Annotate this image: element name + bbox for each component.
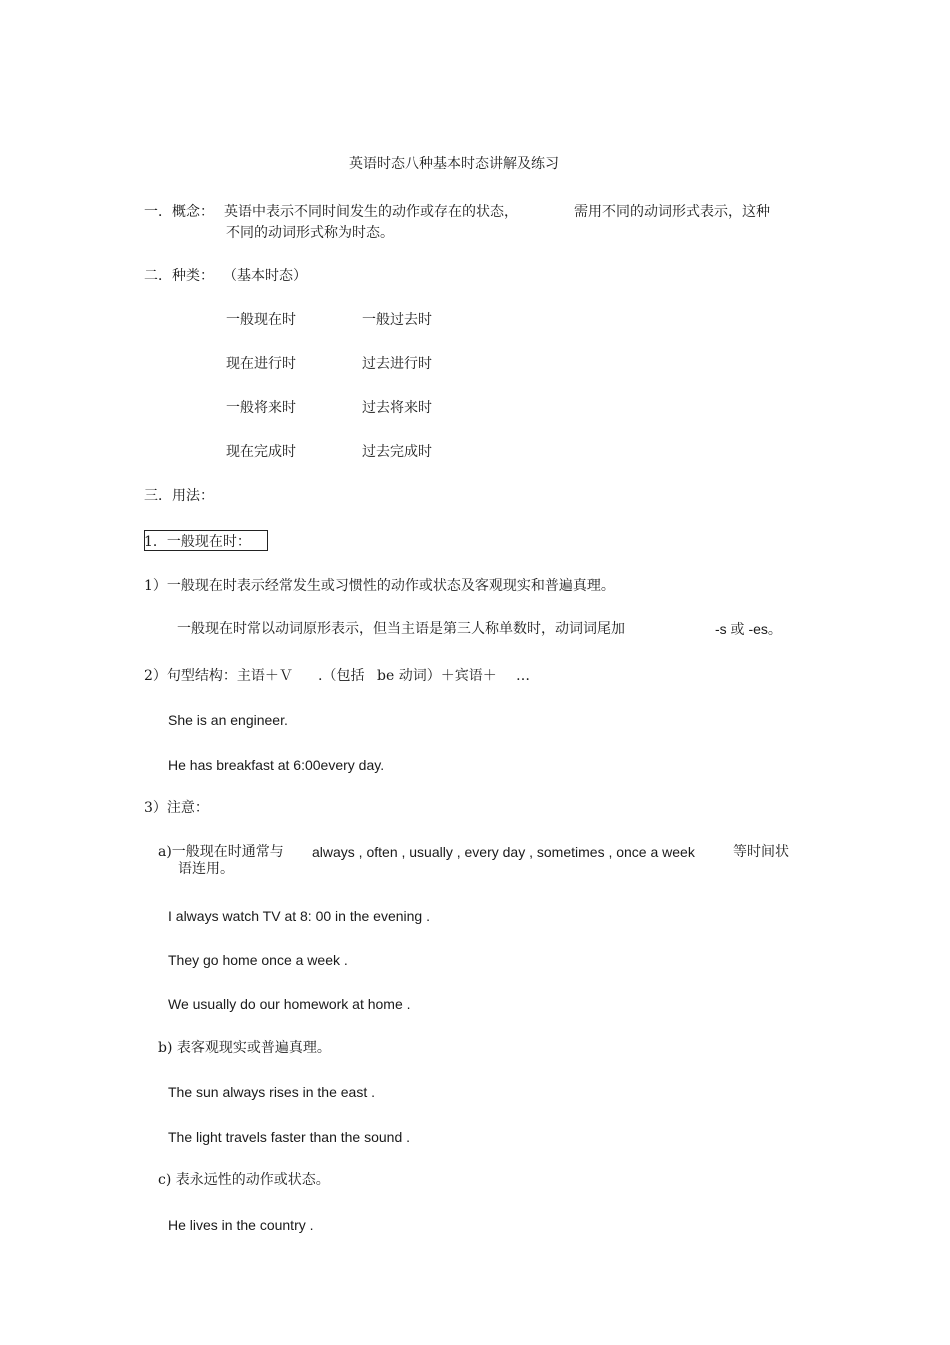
section-1-text-b: 需用不同的动词形式表示，这种	[574, 204, 770, 220]
usage-point-2-b: .（包括	[318, 668, 365, 684]
tense-past-simple: 一般过去时	[362, 312, 432, 328]
example-sentence-1: She is an engineer.	[168, 712, 288, 728]
usage-point-3: 3）注意：	[144, 800, 209, 816]
tense-future-simple: 一般将来时	[226, 400, 296, 416]
section-1-label: 一．概念：	[144, 204, 214, 220]
note-a-tail-2: 语连用。	[178, 861, 234, 877]
section-1-text-a: 英语中表示不同时间发生的动作或存在的状态，	[224, 204, 518, 220]
usage-point-1-form-b: -s 或 -es。	[715, 621, 782, 637]
tense-present-simple: 一般现在时	[226, 312, 296, 328]
example-sentence-7: The light travels faster than the sound .	[168, 1129, 411, 1145]
example-sentence-4: They go home once a week .	[168, 952, 348, 968]
tense-past-continuous: 过去进行时	[362, 356, 432, 372]
usage-point-2-a: 2）句型结构：主语＋Ｖ	[144, 668, 293, 684]
note-c: c) 表永远性的动作或状态。	[158, 1172, 330, 1188]
usage-point-2-c: be 动词）＋宾语＋	[377, 668, 497, 684]
document-title: 英语时态八种基本时态讲解及练习	[349, 156, 559, 172]
section-2-label: 二．种类：	[144, 268, 214, 284]
note-a-adverbs: always , often , usually , every day , sometimes , once a week	[312, 844, 695, 860]
usage-point-2-d: …	[516, 668, 530, 684]
note-b: b) 表客观现实或普遍真理。	[158, 1040, 331, 1056]
example-sentence-5: We usually do our homework at home .	[168, 996, 411, 1012]
usage-point-1-form-a: 一般现在时常以动词原形表示，但当主语是第三人称单数时，动词词尾加	[177, 621, 625, 637]
section-2-note: （基本时态）	[223, 268, 307, 284]
note-a-tail: 等时间状	[733, 844, 789, 860]
usage-point-1: 1）一般现在时表示经常发生或习惯性的动作或状态及客观现实和普遍真理。	[144, 578, 615, 594]
example-sentence-2: He has breakfast at 6:00every day.	[168, 757, 385, 773]
tense-present-continuous: 现在进行时	[226, 356, 296, 372]
section-3-label: 三．用法：	[144, 488, 214, 504]
example-sentence-3: I always watch TV at 8: 00 in the evening .	[168, 908, 431, 924]
example-sentence-6: The sun always rises in the east .	[168, 1084, 375, 1100]
tense-past-perfect: 过去完成时	[362, 444, 432, 460]
example-sentence-8: He lives in the country .	[168, 1217, 314, 1233]
section-1-text-c: 不同的动词形式称为时态。	[226, 225, 394, 241]
tense-future-in-past: 过去将来时	[362, 400, 432, 416]
tense-present-perfect: 现在完成时	[226, 444, 296, 460]
subsection-1-heading: 1．一般现在时：	[144, 534, 251, 550]
note-a-lead: a)一般现在时通常与	[158, 844, 284, 860]
